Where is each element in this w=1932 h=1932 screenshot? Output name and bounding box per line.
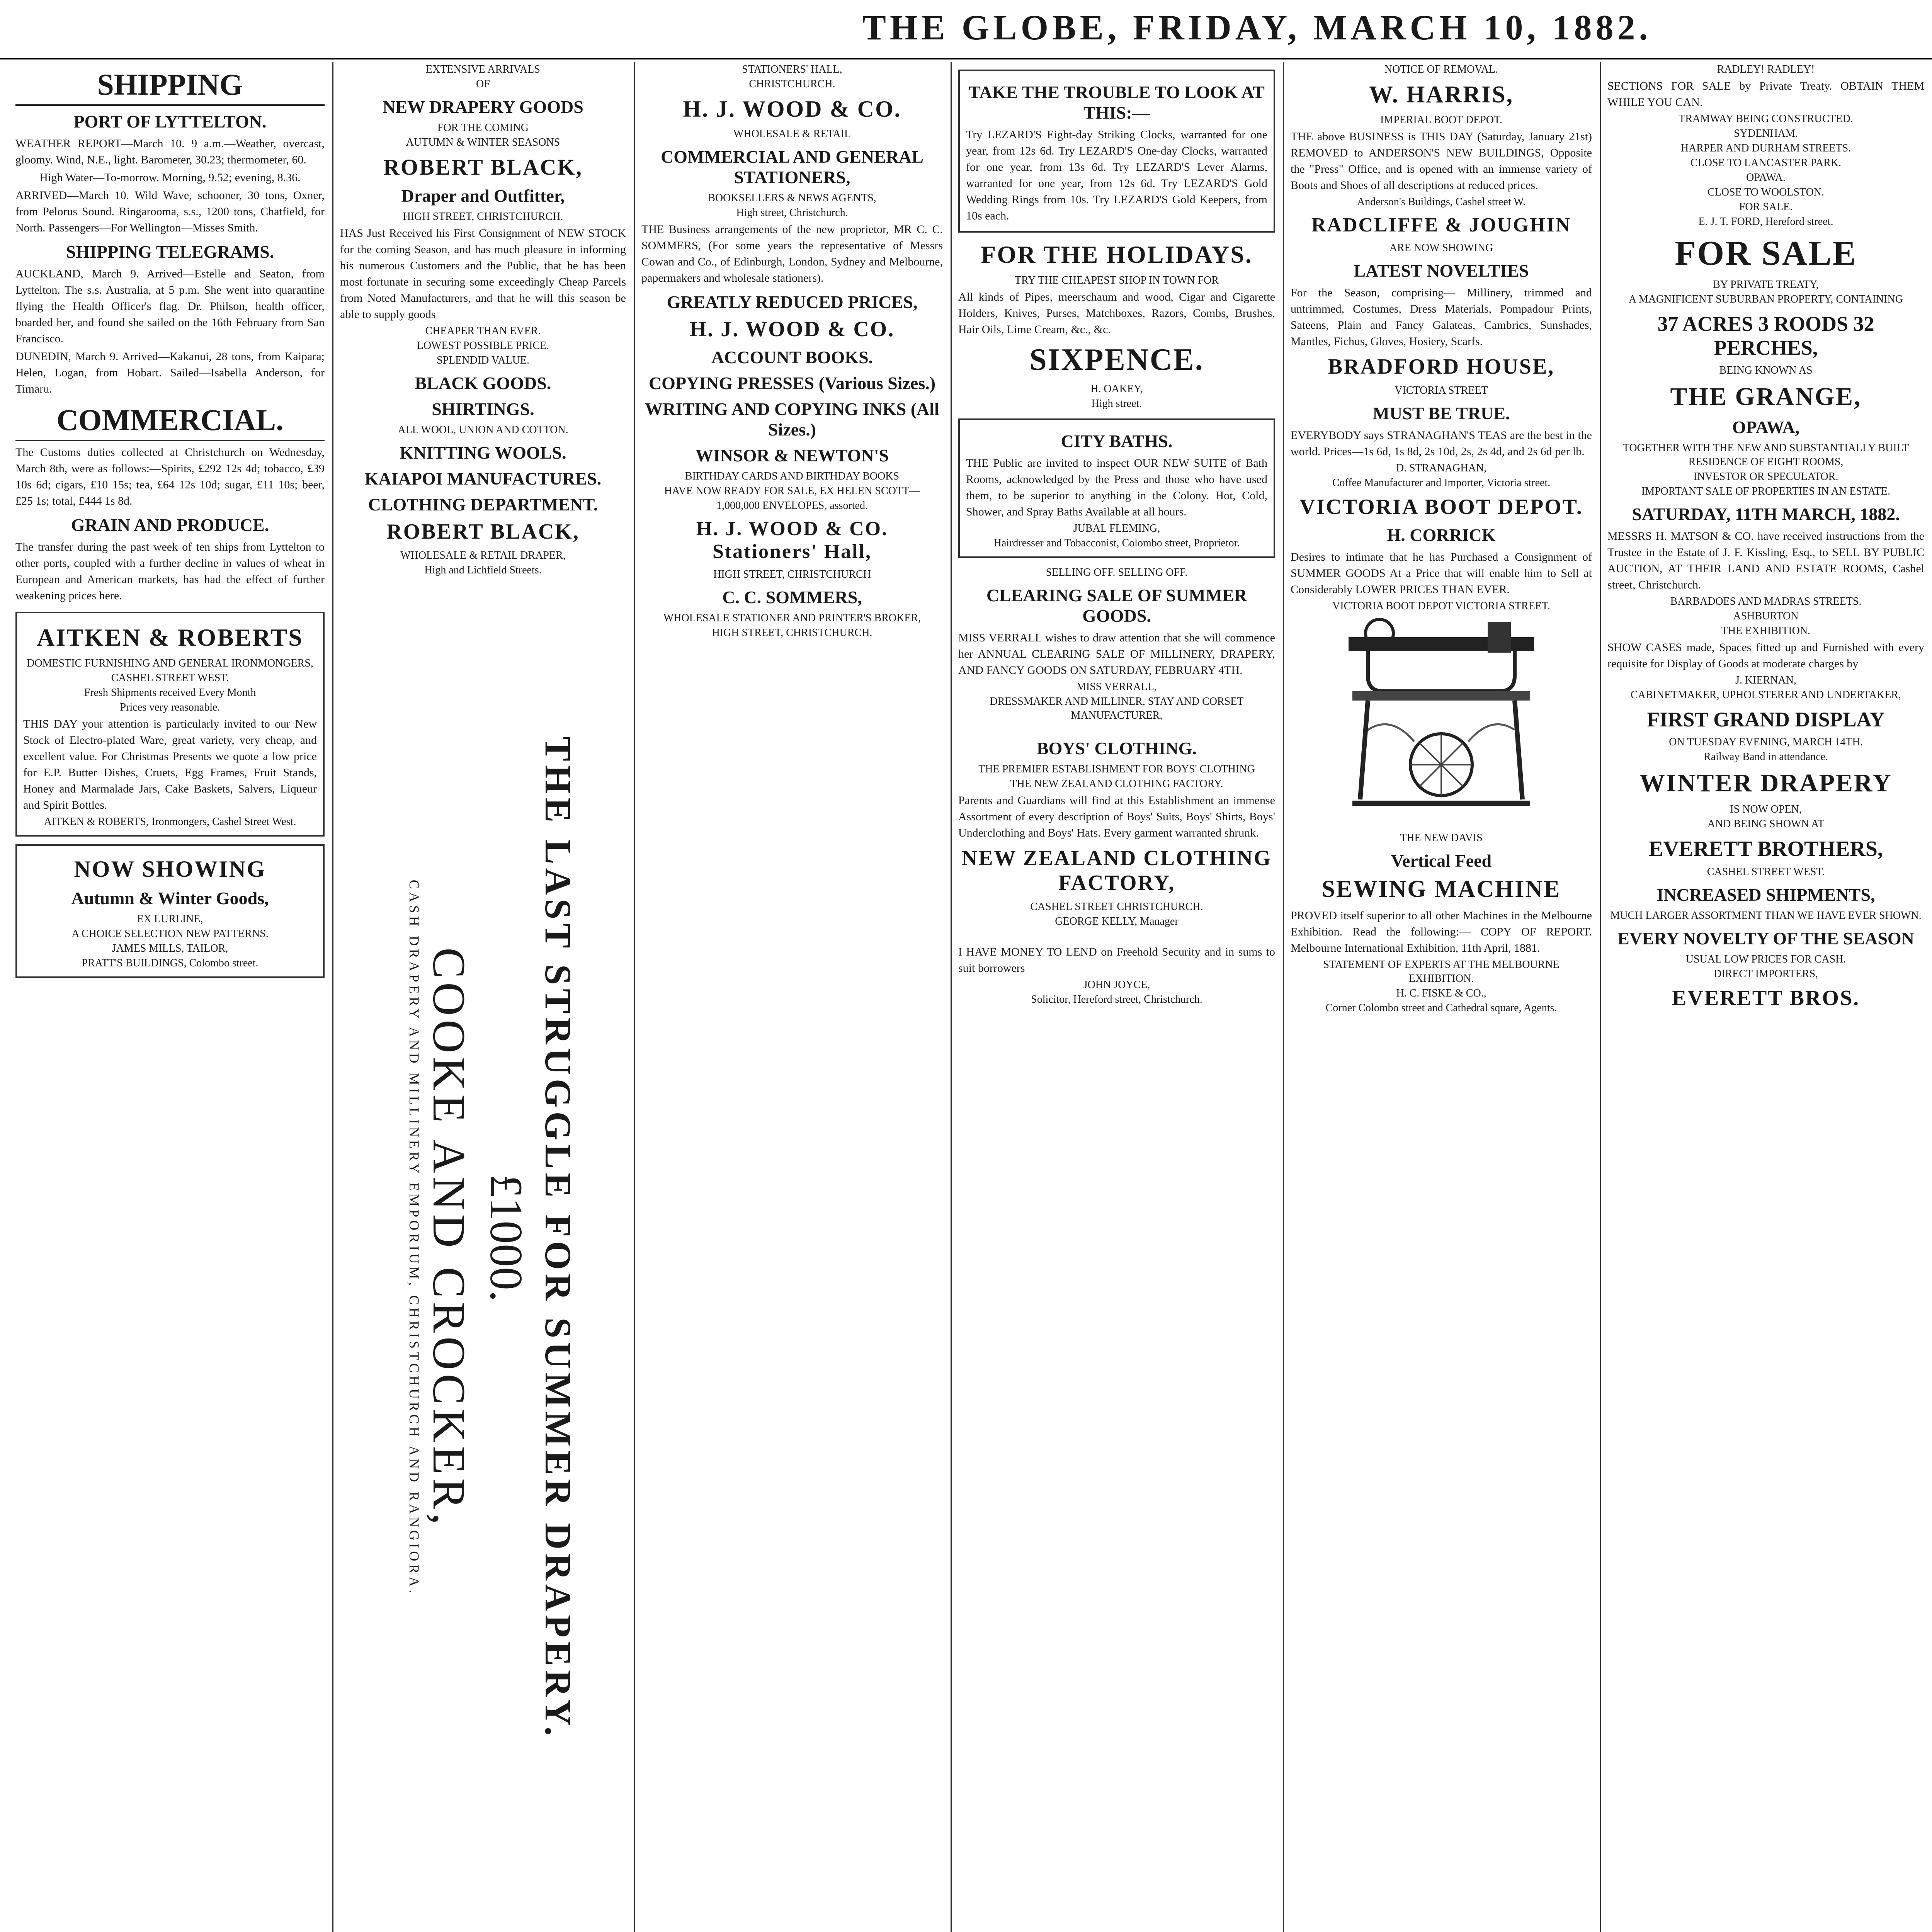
black-goods4: KAIAPOI MANUFACTURES. — [364, 469, 602, 488]
winter-every: EVERY NOVELTY OF THE SEASON — [1617, 929, 1914, 948]
mills-advert — [15, 844, 325, 978]
wood-head1: STATIONERS' HALL, — [742, 63, 842, 75]
wood-envelopes: 1,000,000 ENVELOPES, assorted. — [716, 500, 868, 512]
sewing-machine-illustration — [1291, 614, 1592, 830]
aitken-signoff: AITKEN & ROBERTS, Ironmongers, Cashel Street West. — [44, 816, 296, 828]
black-address: HIGH STREET, CHRISTCHURCH. — [403, 211, 563, 223]
oakey-street: High street. — [1091, 398, 1142, 410]
cooke-title: THE LAST STRUGGLE FOR SUMMER DRAPERY. — [537, 736, 579, 1740]
boys-nz: NEW ZEALAND CLOTHING FACTORY, — [961, 846, 1272, 895]
oakey-name: H. OAKEY, — [1090, 383, 1143, 395]
grand-head: FIRST GRAND DISPLAY — [1647, 708, 1885, 731]
aitken-body: THIS DAY your attention is particularly invited to our New Stock of Electro-plated Ware, great variety, very cheap, and excellent value. For Christmas Presents we quote a low price for E.P. Butter Dishes, Cruets, Egg Frames, Fruit Stands, Honey and Marmalade Jars, Cake Baskets, Salvers, Liqueur and Spirit Bottles. — [23, 718, 317, 811]
sewing-body: PROVED itself superior to all other Machines in the Melbourne Exhibition. Read the following:— COPY OF REPORT. Melbourne International Exhibition, 11th April, 1881. — [1291, 909, 1592, 954]
victoria-name: H. CORRICK — [1387, 525, 1496, 545]
wood-body: THE Business arrangements of the new proprietor, MR C. C. SOMMERS, (For some years the representative of Messrs Cowan and Co., of Edinburgh, London, Sydney and Melbourne, papermakers and wholesale stationers). — [641, 223, 943, 284]
victoria-head: VICTORIA BOOT DEPOT. — [1299, 495, 1583, 519]
winter-head: WINTER DRAPERY — [1639, 769, 1892, 797]
grange-place: OPAWA, — [1732, 417, 1800, 437]
boys-body: Parents and Guardians will find at this Establishment an immense Assortment of every description of Boys' Suits, Boys' Shirts, Boys' Underclothing and Boys' Hats. Every garment warranted shrunk. — [958, 794, 1275, 839]
black-head5: AUTUMN & WINTER SEASONS — [406, 136, 560, 148]
shipping-heading: SHIPPING — [15, 67, 325, 106]
black-lowest: LOWEST POSSIBLE PRICE. — [417, 340, 549, 352]
telegrams: AUCKLAND, March 9. Arrived—Estelle and Seaton, from Lyttelton. The s.s. Australia, at 5 p.m. She went into quarantine flying the Health Officer's flag. Dr. Philson, health officer, boarded her, and found she sailed on the 16th February from San Francisco. — [15, 267, 325, 345]
black-cheaper: CHEAPER THAN EVER. — [425, 325, 541, 337]
ford-tramway: TRAMWAY BEING CONSTRUCTED. — [1679, 113, 1853, 125]
black-goods2b: ALL WOOL, UNION AND COTTON. — [398, 424, 568, 436]
radcliffe-head: RADCLIFFE & JOUGHIN — [1311, 214, 1571, 236]
wood-street: HIGH STREET, CHRISTCHURCH — [713, 568, 871, 580]
grange-acres: 37 ACRES 3 ROODS 32 PERCHES, — [1657, 312, 1874, 359]
baths-head: CITY BATHS. — [1061, 431, 1173, 451]
ford-forsale: FOR SALE. — [1739, 201, 1793, 213]
wood-firm-repeat: H. J. WOOD & CO. — [689, 317, 895, 341]
verrall-head: SELLING OFF. SELLING OFF. — [1046, 566, 1188, 578]
cooke-advert — [340, 589, 626, 1903]
black-head3: NEW DRAPERY GOODS — [383, 97, 583, 117]
ford-harper: HARPER AND DURHAM STREETS. — [1680, 142, 1851, 154]
winter-bros: EVERETT BROS. — [1672, 986, 1860, 1010]
dunedin-news: DUNEDIN, March 9. Arrived—Kakanui, 28 tons, from Kaipara; Helen, Logan, from Hobart. Sailed—Isabella Anderson, for Timaru. — [15, 350, 325, 395]
wood-head2: CHRISTCHURCH. — [749, 78, 835, 90]
grain-heading: GRAIN AND PRODUCE. — [71, 515, 269, 535]
grange-name: THE GRANGE, — [1670, 383, 1862, 411]
grange-body: A MAGNIFICENT SUBURBAN PROPERTY, CONTAINING — [1629, 293, 1903, 305]
verrall-trade: DRESSMAKER AND MILLINER, STAY AND CORSET MANUFACTURER, — [990, 696, 1244, 721]
black-goods1: BLACK GOODS. — [415, 373, 551, 393]
wood-firm: H. J. WOOD & CO. — [683, 96, 901, 122]
grange-head: FOR SALE — [1675, 234, 1857, 272]
port-heading: PORT OF LYTTELTON. — [73, 112, 267, 131]
column-4 — [958, 62, 1275, 1932]
ford-opawa: OPAWA. — [1746, 172, 1786, 184]
stranaghan-trade: Coffee Manufacturer and Importer, Victoria street. — [1332, 477, 1551, 489]
radcliffe-house: BRADFORD HOUSE, — [1328, 355, 1555, 379]
baths-name: JUBAL FLEMING, — [1073, 522, 1160, 534]
grange-desc: TOGETHER WITH THE NEW AND SUBSTANTIALLY BUILT RESIDENCE OF EIGHT ROOMS, — [1622, 442, 1909, 468]
stranaghan-head: MUST BE TRUE. — [1372, 403, 1510, 423]
exhibition-trade: CABINETMAKER, UPHOLSTERER AND UNDERTAKER, — [1631, 689, 1901, 701]
mills-address: PRATT'S BUILDINGS, Colombo street. — [82, 957, 259, 969]
black-head1: EXTENSIVE ARRIVALS — [426, 63, 540, 75]
verrall-body: MISS VERRALL wishes to draw attention that she will commence her ANNUAL CLEARING SALE OF MILLINERY, DRAPERY, AND FANCY GOODS ON SATURDAY, FEBRUARY 4TH. — [958, 631, 1275, 677]
aitken-tagline: Fresh Shipments received Every Month — [84, 687, 256, 699]
black-firm: ROBERT BLACK, — [383, 155, 583, 180]
black-signoff2: WHOLESALE & RETAIL DRAPER, — [400, 549, 566, 561]
cooke-sub: CASH DRAPERY AND MILLINERY EMPORIUM, CHRISTCHURCH AND RANGIORA. — [406, 879, 422, 1597]
column-rule — [634, 62, 635, 1932]
winter-name: EVERETT BROTHERS, — [1649, 837, 1883, 861]
grain-report: The transfer during the past week of ten ships from Lyttelton to other ports, coupled with a further decline in values of wheat in European and American markets, has had the effect of further weakening prices here. — [15, 541, 325, 602]
aitken-address: CASHEL STREET WEST. — [111, 672, 229, 684]
ford-sydenham: SYDENHAM. — [1734, 128, 1798, 139]
wood-greatly: GREATLY REDUCED PRICES, — [667, 292, 918, 312]
baths-trade: Hairdresser and Tobacconist, Colombo street, Proprietor. — [993, 537, 1240, 549]
black-trade: Draper and Outfitter, — [401, 186, 565, 206]
cooke-firm: COOKE AND CROCKER, — [423, 947, 475, 1529]
stranaghan-name: D. STRANAGHAN, — [1396, 462, 1487, 474]
newspaper-dateline: THE GLOBE, FRIDAY, MARCH 10, 1882. — [862, 8, 1652, 47]
now-showing-line2: EX LURLINE, — [137, 913, 203, 925]
ford-sections: SECTIONS FOR SALE by Private Treaty. OBTAIN THEM WHILE YOU CAN. — [1607, 80, 1924, 109]
joyce-body: I HAVE MONEY TO LEND on Freehold Security and in sums to suit borrowers — [958, 946, 1275, 975]
auction-ashburton: ASHBURTON — [1733, 610, 1799, 622]
stranaghan-body: EVERYBODY says STRANAGHAN'S TEAS are the best in the world. Prices—1s 6d, 1s 8d, 2s 10d, 2s, 2s 4d, and 2s 6d per lb. — [1291, 429, 1592, 458]
oakey-sub: TRY THE CHEAPEST SHOP IN TOWN FOR — [1015, 274, 1219, 286]
column-1 — [15, 62, 325, 1932]
wood-firm2: H. J. WOOD & CO. Stationers' Hall, — [696, 518, 888, 563]
wood-helen: HAVE NOW READY FOR SALE, EX HELEN SCOTT— — [664, 485, 920, 497]
aitken-trade: DOMESTIC FURNISHING AND GENERAL IRONMONGERS, — [27, 657, 313, 669]
ford-radley: RADLEY! RADLEY! — [1717, 63, 1815, 75]
grand-date: ON TUESDAY EVENING, MARCH 14TH. — [1669, 736, 1863, 748]
ford-woolston: CLOSE TO WOOLSTON. — [1707, 186, 1825, 198]
sewing-agent2: Corner Colombo street and Cathedral square, Agents. — [1325, 1002, 1557, 1014]
sewing-caption: THE NEW DAVIS — [1400, 832, 1483, 844]
black-goods2: SHIRTINGS. — [432, 399, 534, 419]
auction-places: BARBADOES AND MADRAS STREETS. — [1670, 595, 1862, 607]
harris-name: W. HARRIS, — [1369, 82, 1514, 108]
black-splendid: SPLENDID VALUE. — [436, 354, 530, 366]
grange-sub: BY PRIVATE TREATY, — [1713, 279, 1819, 291]
telegrams-heading: SHIPPING TELEGRAMS. — [66, 242, 274, 262]
winter-larger: MUCH LARGER ASSORTMENT THAN WE HAVE EVER SHOWN. — [1610, 910, 1922, 922]
column-5 — [1291, 62, 1592, 1932]
auction-date: SATURDAY, 11TH MARCH, 1882. — [1632, 504, 1900, 524]
wood-sommers: C. C. SOMMERS, — [722, 587, 862, 607]
wood-head4: COMMERCIAL AND GENERAL STATIONERS, — [661, 147, 923, 187]
winter-sub: IS NOW OPEN, — [1730, 803, 1802, 815]
winter-street: CASHEL STREET WEST. — [1707, 866, 1825, 878]
high-water: High Water—To-morrow. Morning, 9.52; evening, 8.36. — [39, 171, 301, 184]
column-rule — [1600, 62, 1601, 1932]
harris-body: THE above BUSINESS is THIS DAY (Saturday, January 21st) REMOVED to ANDERSON'S NEW BUILDINGS, Opposite the "Press" Office, and is opened with an immense variety of Boots and Shoes of all descriptions at reduced prices. — [1291, 130, 1592, 192]
sewing-head: Vertical Feed — [1391, 851, 1492, 871]
auction-head: IMPORTANT SALE OF PROPERTIES IN AN ESTATE. — [1641, 485, 1891, 497]
customs: The Customs duties collected at Christchurch on Wednesday, March 8th, were as follows:—Spirits, £292 12s 4d; tobacco, £39 10s 6d; cigars, £10 15s; tea, £64 12s 10d; sugar, £11 10s; beer, £25 1s; total, £444 1s 8d. — [15, 446, 325, 507]
winter-usual: USUAL LOW PRICES FOR CASH. — [1685, 953, 1846, 965]
wood-sommers2: WHOLESALE STATIONER AND PRINTER'S BROKER, — [663, 612, 921, 624]
victoria-street: VICTORIA BOOT DEPOT VICTORIA STREET. — [1332, 600, 1550, 612]
black-head2: OF — [476, 78, 490, 90]
aitken-firm: AITKEN & ROBERTS — [37, 624, 303, 651]
boys-factory: THE NEW ZEALAND CLOTHING FACTORY. — [1010, 778, 1223, 790]
column-6 — [1607, 62, 1924, 1932]
black-body: HAS Just Received his First Consignment of NEW STOCK for the coming Season, and has much pleasure in informing his numerous Customers and the Public, that he has been most fortunate in securing some exceedingly Cheap Parcels from Noted Manufacturers, and that he will this season be able to supply goods — [340, 227, 626, 321]
column-rule — [1283, 62, 1284, 1932]
winter-direct: DIRECT IMPORTERS, — [1713, 968, 1818, 980]
now-showing-line1: Autumn & Winter Goods, — [71, 888, 269, 908]
black-goods3: KNITTING WOOLS. — [400, 443, 566, 463]
oakey-body: All kinds of Pipes, meerschaum and wood, Cigar and Cigarette Holders, Knives, Purses, Matchboxes, Razors, Combs, Brushes, Hair Oils, Lime Cream, &c., &c. — [958, 291, 1275, 336]
radcliffe-sub2: LATEST NOVELTIES — [1354, 261, 1529, 281]
lezard-advert — [958, 70, 1275, 233]
black-head4: FOR THE COMING — [437, 122, 529, 134]
winter-increased: INCREASED SHIPMENTS, — [1656, 885, 1875, 905]
mills-firm: JAMES MILLS, TAILOR, — [112, 942, 228, 954]
baths-advert — [958, 418, 1275, 558]
harris-head: NOTICE OF REMOVAL. — [1384, 63, 1498, 75]
sewing-statement: STATEMENT OF EXPERTS AT THE MELBOURNE EXHIBITION. — [1323, 959, 1560, 985]
winter-sub2: AND BEING SHOWN AT — [1707, 818, 1825, 830]
harris-addr: Anderson's Buildings, Cashel street W. — [1357, 196, 1526, 208]
verrall-head2: CLEARING SALE OF SUMMER GOODS. — [986, 585, 1247, 626]
oakey-price: SIXPENCE. — [1029, 343, 1204, 377]
grange-known: BEING KNOWN AS — [1719, 364, 1813, 376]
boys-manager: GEORGE KELLY, Manager — [1055, 915, 1179, 927]
weather-report: WEATHER REPORT—March 10. 9 a.m.—Weather, overcast, gloomy. Wind, N.E., light. Barometer, 30.23; thermometer, 60. — [15, 137, 325, 166]
sewing-head2: SEWING MACHINE — [1321, 876, 1561, 902]
wood-head6: High street, Christchurch. — [736, 207, 848, 219]
joyce-trade: Solicitor, Hereford street, Christchurch. — [1031, 993, 1202, 1005]
oakey-head: FOR THE HOLIDAYS. — [981, 241, 1253, 268]
wood-birthday: BIRTHDAY CARDS AND BIRTHDAY BOOKS — [685, 470, 900, 482]
now-showing-line3: A CHOICE SELECTION NEW PATTERNS. — [71, 928, 269, 940]
wood-sommers3: HIGH STREET, CHRISTCHURCH. — [712, 627, 872, 639]
ford-name: E. J. T. FORD, Hereford street. — [1698, 216, 1833, 228]
black-signoff3: High and Lichfield Streets. — [424, 564, 542, 576]
now-showing-heading: NOW SHOWING — [74, 856, 266, 882]
exhibition-head: THE EXHIBITION. — [1721, 625, 1811, 637]
wood-presses: COPYING PRESSES (Various Sizes.) — [648, 373, 936, 393]
auction-body: MESSRS H. MATSON & CO. have received instructions from the Trustee in the Estate of J. F. Kissling, Esq., to SELL BY PUBLIC AUCTION, AT THEIR LAND AND ESTATE ROOMS, Cashel street, Christchurch. — [1607, 530, 1924, 591]
aitken-advert — [15, 612, 325, 837]
radcliffe-sub: ARE NOW SHOWING — [1389, 242, 1493, 254]
column-rule — [332, 62, 333, 1932]
radcliffe-body: For the Season, comprising— Millinery, trimmed and untrimmed, Costumes, Dress Materials, Pompadour Prints, Sateens, Plain and Fancy Galateas, Cambrics, Sunshades, Mantles, Fichus, Gloves, Hosiery, Scarfs. — [1291, 286, 1592, 348]
column-rule — [951, 62, 952, 1932]
boys-premier: THE PREMIER ESTABLISHMENT FOR BOYS' CLOTHING — [978, 763, 1255, 775]
lezard-body: Try LEZARD'S Eight-day Striking Clocks, warranted for one year, from 12s 6d. Try LEZARD'S One-day Clocks, warranted for one year, from 13s 6d. Try LEZARD'S Lever Alarms, warranted for one year, from 12s 6d. Try LEZARD'S Gold Wedding Rings from 10s. Try LEZARD'S Gold Keepers, from 10s each. — [966, 128, 1267, 222]
boys-street: CASHEL STREET CHRISTCHURCH. — [1030, 901, 1203, 913]
black-goods5: CLOTHING DEPARTMENT. — [368, 495, 598, 514]
grange-invest: INVESTOR OR SPECULATOR. — [1693, 471, 1838, 483]
column-2 — [340, 62, 626, 1932]
column-3 — [641, 62, 943, 1932]
radcliffe-street: VICTORIA STREET — [1395, 384, 1488, 396]
verrall-name: MISS VERRALL, — [1077, 681, 1157, 693]
sewing-agent: H. C. FISKE & CO., — [1396, 987, 1486, 999]
aitken-prices: Prices very reasonable. — [120, 701, 220, 713]
joyce-name: JOHN JOYCE, — [1083, 979, 1150, 991]
page-columns — [15, 62, 1932, 1932]
cooke-rotated — [363, 620, 580, 1856]
harris-sub: IMPERIAL BOOT DEPOT. — [1380, 114, 1503, 126]
grand-band: Railway Band in attendance. — [1704, 751, 1828, 763]
baths-body: THE Public are invited to inspect OUR NEW SUITE of Bath Rooms, acknowledged by the Press and those who have used them, to be superior to anything in the Colony. Hot, Cold, Shower, and Spray Baths Available at all hours. — [966, 457, 1267, 518]
arrivals: ARRIVED—March 10. Wild Wave, schooner, 30 tons, Oxner, from Pelorus Sound. Ringarooma, s.s., 1200 tons, Chatfield, for North. Passengers—For Wellington—Misses Smith. — [15, 189, 325, 234]
lezard-head: TAKE THE TROUBLE TO LOOK AT THIS:— — [969, 82, 1265, 122]
commercial-heading: COMMERCIAL. — [15, 403, 325, 441]
boys-head: BOYS' CLOTHING. — [1036, 738, 1197, 758]
ford-lancaster: CLOSE TO LANCASTER PARK. — [1690, 157, 1841, 169]
victoria-body: Desires to intimate that he has Purchased a Consignment of SUMMER GOODS At a Price that will enable him to Sell at Considerably LOWER PRICES THAN EVER. — [1291, 551, 1592, 596]
masthead — [0, 0, 1932, 60]
wood-head3: WHOLESALE & RETAIL — [733, 128, 851, 140]
black-signoff: ROBERT BLACK, — [386, 520, 580, 544]
exhibition-body: SHOW CASES made, Spaces fitted up and Furnished with every requisite for Display of Goods at moderate charges by — [1607, 641, 1924, 670]
wood-head5: BOOKSELLERS & NEWS AGENTS, — [708, 192, 876, 204]
wood-winsor: WINSOR & NEWTON'S — [695, 446, 889, 465]
cooke-price: £1000. — [481, 1174, 532, 1302]
exhibition-name: J. KIERNAN, — [1735, 674, 1796, 686]
wood-account: ACCOUNT BOOKS. — [711, 347, 873, 367]
wood-inks: WRITING AND COPYING INKS (All Sizes.) — [645, 399, 939, 439]
